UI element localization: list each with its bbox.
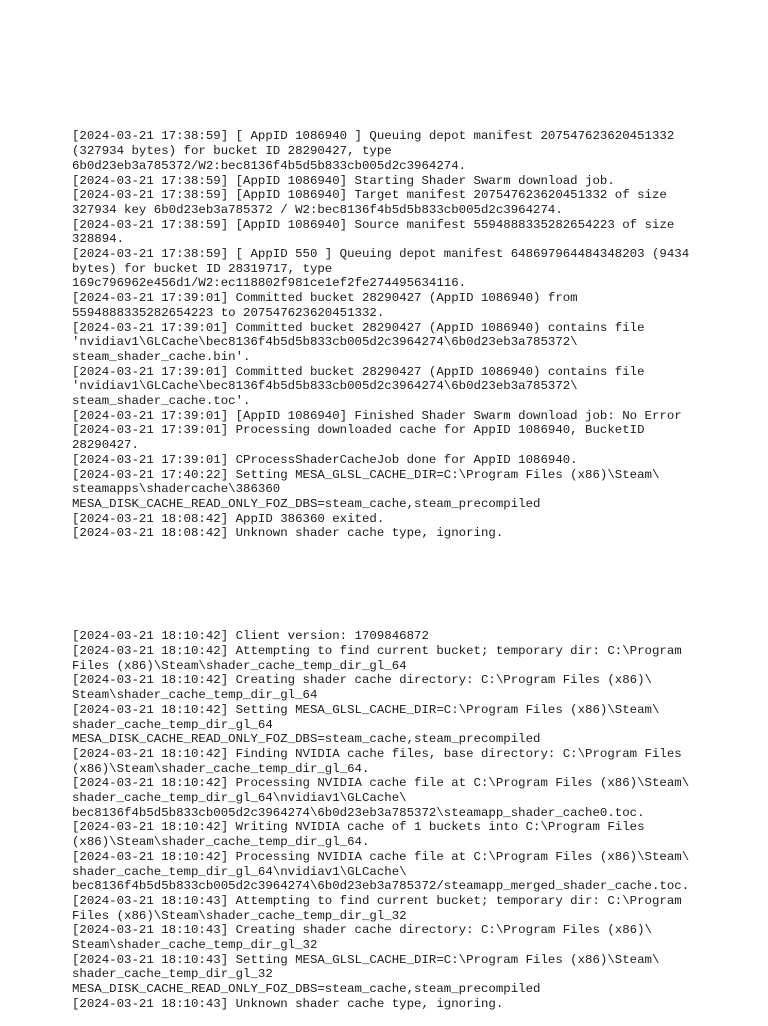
log-line: MESA_DISK_CACHE_READ_ONLY_FOZ_DBS=steam_cache,steam_precompiled: [72, 496, 541, 511]
log-line: (327934 bytes) for bucket ID 28290427, type: [72, 144, 392, 159]
log-line: shader_cache_temp_dir_gl_32: [72, 967, 273, 982]
log-block-first-session: [72, 129, 712, 541]
log-line: Files (x86)\Steam\shader_cache_temp_dir_gl_32: [72, 908, 407, 923]
log-line: Files (x86)\Steam\shader_cache_temp_dir_gl_64: [72, 658, 407, 673]
log-line: 327934 key 6b0d23eb3a785372 / W2:bec8136f4b5d5b833cb005d2c3964274.: [72, 202, 563, 217]
log-line: 5594888335282654223 to 207547623620451332.: [72, 305, 385, 320]
log-line: [2024-03-21 18:10:42] Finding NVIDIA cache files, base directory: C:\Program Files: [72, 746, 682, 761]
log-line: 6b0d23eb3a785372/W2:bec8136f4b5d5b833cb005d2c3964274.: [72, 158, 467, 173]
log-document: [72, 100, 712, 1026]
log-line: [2024-03-21 18:10:42] Processing NVIDIA cache file at C:\Program Files (x86)\Steam\: [72, 849, 690, 864]
log-line: [2024-03-21 18:10:42] Processing NVIDIA cache file at C:\Program Files (x86)\Steam\: [72, 776, 690, 791]
log-line: Steam\shader_cache_temp_dir_gl_64: [72, 688, 318, 703]
log-line: shader_cache_temp_dir_gl_64\nvidiav1\GLCache\: [72, 791, 407, 806]
log-line: [2024-03-21 17:39:01] Committed bucket 28290427 (AppID 1086940) from: [72, 291, 578, 306]
log-line: bec8136f4b5d5b833cb005d2c3964274\6b0d23eb3a785372/steamapp_merged_shader_cache.toc.: [72, 879, 690, 894]
log-line: [2024-03-21 17:39:01] Committed bucket 28290427 (AppID 1086940) contains file: [72, 364, 645, 379]
log-line: [2024-03-21 18:10:42] Creating shader cache directory: C:\Program Files (x86)\: [72, 673, 652, 688]
log-line: shader_cache_temp_dir_gl_64: [72, 717, 273, 732]
log-line: [2024-03-21 17:39:01] [AppID 1086940] Finished Shader Swarm download job: No Error: [72, 408, 682, 423]
log-line: steam_shader_cache.toc'.: [72, 394, 251, 409]
log-line: [2024-03-21 18:10:42] Attempting to find current bucket; temporary dir: C:\Program: [72, 644, 682, 658]
log-line: MESA_DISK_CACHE_READ_ONLY_FOZ_DBS=steam_cache,steam_precompiled: [72, 732, 541, 747]
log-line: [2024-03-21 17:38:59] [AppID 1086940] Target manifest 207547623620451332 of size: [72, 188, 667, 203]
log-line: 28290427.: [72, 438, 139, 453]
log-line: 'nvidiav1\GLCache\bec8136f4b5d5b833cb005d2c3964274\6b0d23eb3a785372\: [72, 335, 578, 350]
log-line: [2024-03-21 18:08:42] Unknown shader cache type, ignoring.: [72, 526, 504, 541]
log-line: [2024-03-21 17:38:59] [ AppID 1086940 ] Queuing depot manifest 207547623620451332: [72, 129, 675, 144]
log-line: shader_cache_temp_dir_gl_64\nvidiav1\GLCache\: [72, 864, 407, 879]
log-line: [2024-03-21 17:39:01] Processing downloaded cache for AppID 1086940, BucketID: [72, 423, 645, 438]
log-line: [2024-03-21 18:10:42] Client version: 1709846872: [72, 629, 429, 644]
log-line: 169c796962e456d1/W2:ec118802f981ce1ef2fe274495634116.: [72, 276, 467, 291]
log-line: [2024-03-21 18:10:43] Creating shader cache directory: C:\Program Files (x86)\: [72, 923, 652, 938]
log-line: bytes) for bucket ID 28319717, type: [72, 261, 333, 276]
log-line: [2024-03-21 18:10:42] Writing NVIDIA cache of 1 buckets into C:\Program Files: [72, 820, 645, 835]
log-line: Steam\shader_cache_temp_dir_gl_32: [72, 938, 318, 953]
log-line: 'nvidiav1\GLCache\bec8136f4b5d5b833cb005d2c3964274\6b0d23eb3a785372\: [72, 379, 578, 394]
log-line: [2024-03-21 18:10:43] Unknown shader cache type, ignoring.: [72, 996, 504, 1011]
log-line: [2024-03-21 17:39:01] CProcessShaderCacheJob done for AppID 1086940.: [72, 452, 578, 467]
log-line: [2024-03-21 18:10:42] Setting MESA_GLSL_CACHE_DIR=C:\Program Files (x86)\Steam\: [72, 702, 660, 717]
log-line: [2024-03-21 17:38:59] [AppID 1086940] Starting Shader Swarm download job.: [72, 173, 615, 188]
log-line: [2024-03-21 17:38:59] [AppID 1086940] Source manifest 5594888335282654223 of size: [72, 217, 675, 232]
log-line: [2024-03-21 18:10:43] Attempting to find current bucket; temporary dir: C:\Program: [72, 893, 682, 908]
log-line: [2024-03-21 17:40:22] Setting MESA_GLSL_CACHE_DIR=C:\Program Files (x86)\Steam\: [72, 467, 660, 482]
log-line: (x86)\Steam\shader_cache_temp_dir_gl_64.: [72, 835, 370, 850]
log-line: bec8136f4b5d5b833cb005d2c3964274\6b0d23eb3a785372\steamapp_shader_cache0.toc.: [72, 805, 645, 820]
log-line: [2024-03-21 17:38:59] [ AppID 550 ] Queuing depot manifest 648697964484348203 (9434: [72, 247, 690, 262]
log-block-second-session: [72, 629, 712, 1011]
log-line: steam_shader_cache.bin'.: [72, 349, 251, 364]
blank-gap: [72, 571, 712, 600]
log-line: [2024-03-21 18:08:42] AppID 386360 exited.: [72, 511, 385, 526]
log-line: 328894.: [72, 232, 125, 247]
log-line: (x86)\Steam\shader_cache_temp_dir_gl_64.: [72, 761, 370, 776]
log-line: MESA_DISK_CACHE_READ_ONLY_FOZ_DBS=steam_cache,steam_precompiled: [72, 982, 541, 997]
log-line: steamapps\shadercache\386360: [72, 482, 281, 497]
log-line: [2024-03-21 18:10:43] Setting MESA_GLSL_CACHE_DIR=C:\Program Files (x86)\Steam\: [72, 952, 660, 967]
log-line: [2024-03-21 17:39:01] Committed bucket 28290427 (AppID 1086940) contains file: [72, 320, 645, 335]
